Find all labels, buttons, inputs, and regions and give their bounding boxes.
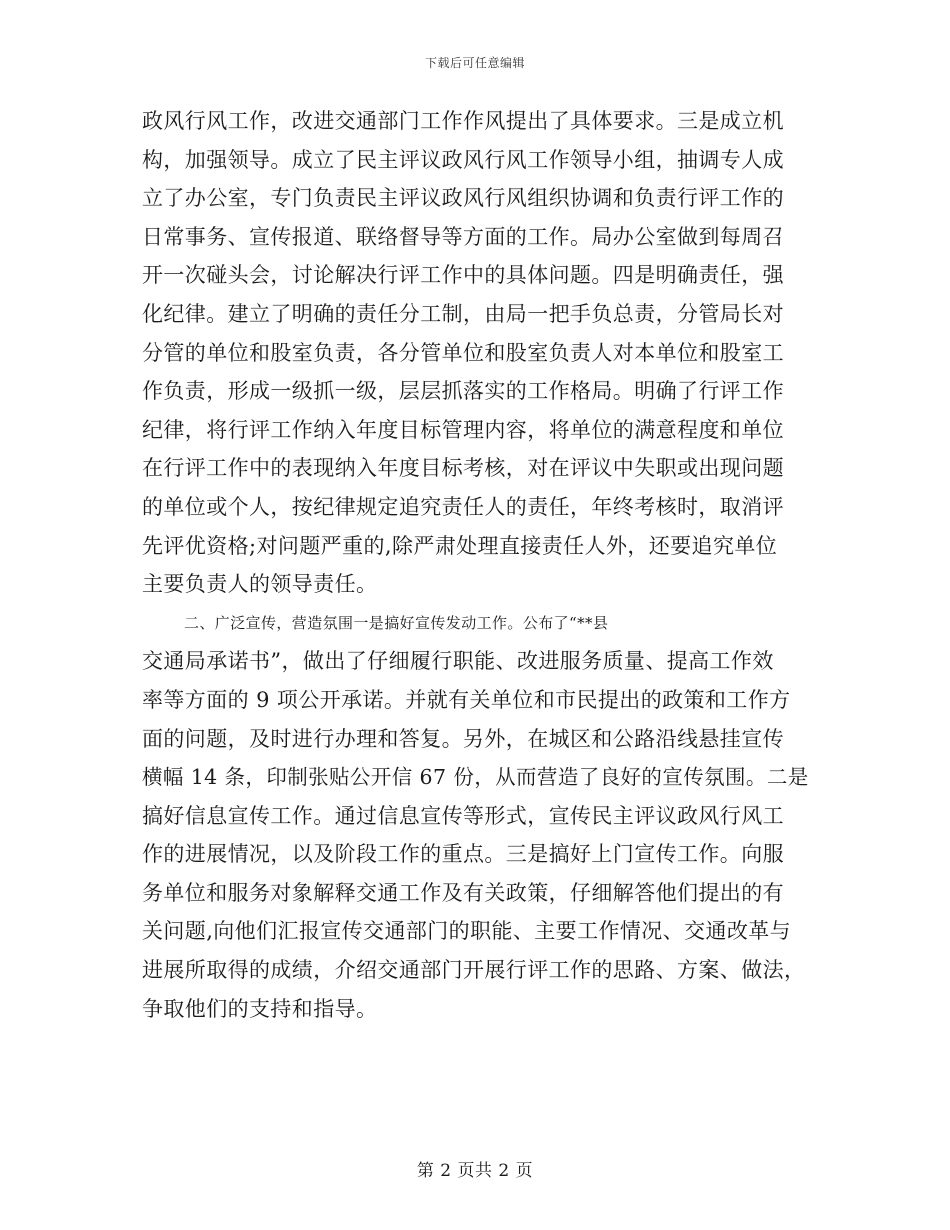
text-line: 政风行风工作，改进交通部门工作作风提出了具体要求。三是成立机: [142, 109, 784, 133]
text-line: 在行评工作中的表现纳入年度目标考核，对在评议中失职或出现问题: [142, 456, 784, 481]
text-line: 争取他们的支持和指导。: [142, 996, 378, 1021]
text-line: 作负责，形成一级抓一级，层层抓落实的工作格局。明确了行评工作: [142, 379, 784, 404]
text-line: 务单位和服务对象解释交通工作及有关政策，仔细解答他们提出的有: [142, 880, 784, 905]
text-line: 横幅 14 条，印制张贴公开信 67 份，从而营造了良好的宣传氛围。二是: [142, 765, 809, 790]
text-line: 日常事务、宣传报道、联络督导等方面的工作。局办公室做到每周召: [142, 224, 784, 249]
text-line: 搞好信息宣传工作。通过信息宣传等形式，宣传民主评议政风行风工: [142, 803, 784, 828]
text-line: 主要负责人的领导责任。: [142, 572, 378, 597]
text-line: 交通局承诺书”，做出了仔细履行职能、改进服务质量、提高工作效: [142, 649, 774, 674]
text-line: 二、广泛宣传，营造氛围一是搞好宣传发动工作。公布了“**县: [184, 613, 609, 632]
paragraph-2: [142, 604, 810, 1029]
text-line: 立了办公室，专门负责民主评议政风行风组织协调和负责行评工作的: [142, 186, 784, 211]
text-line: 关问题,向他们汇报宣传交通部门的职能、主要工作情况、交通改革与: [142, 919, 792, 944]
text-line: 进展所取得的成绩，介绍交通部门开展行评工作的思路、方案、做法，: [142, 958, 806, 983]
text-line: 作的进展情况，以及阶段工作的重点。三是搞好上门宣传工作。向服: [142, 842, 784, 867]
text-line: 率等方面的 9 项公开承诺。并就有关单位和市民提出的政策和工作方: [142, 687, 791, 712]
text-line: 先评优资格;对问题严重的,除严肃处理直接责任人外，还要追究单位: [142, 533, 778, 558]
page-footer: 第 2 页共 2 页: [416, 1161, 534, 1181]
text-line: 面的问题，及时进行办理和答复。另外，在城区和公路沿线悬挂宣传: [142, 726, 784, 751]
text-line: 开一次碰头会，讨论解决行评工作中的具体问题。四是明确责任，强: [142, 263, 784, 288]
text-line: 的单位或个人，按纪律规定追究责任人的责任，年终考核时，取消评: [142, 494, 784, 519]
text-line: 化纪律。建立了明确的责任分工制，由局一把手负总责，分管局长对: [142, 301, 784, 326]
document-body: [142, 102, 810, 1028]
paragraph-1: [142, 102, 810, 604]
text-line: 分管的单位和股室负责，各分管单位和股室负责人对本单位和股室工: [142, 340, 784, 365]
page-header: 下载后可任意编辑: [424, 56, 525, 70]
text-line: 构，加强领导。成立了民主评议政风行风工作领导小组，抽调专人成: [142, 147, 784, 172]
text-line: 纪律，将行评工作纳入年度目标管理内容，将单位的满意程度和单位: [142, 417, 784, 442]
